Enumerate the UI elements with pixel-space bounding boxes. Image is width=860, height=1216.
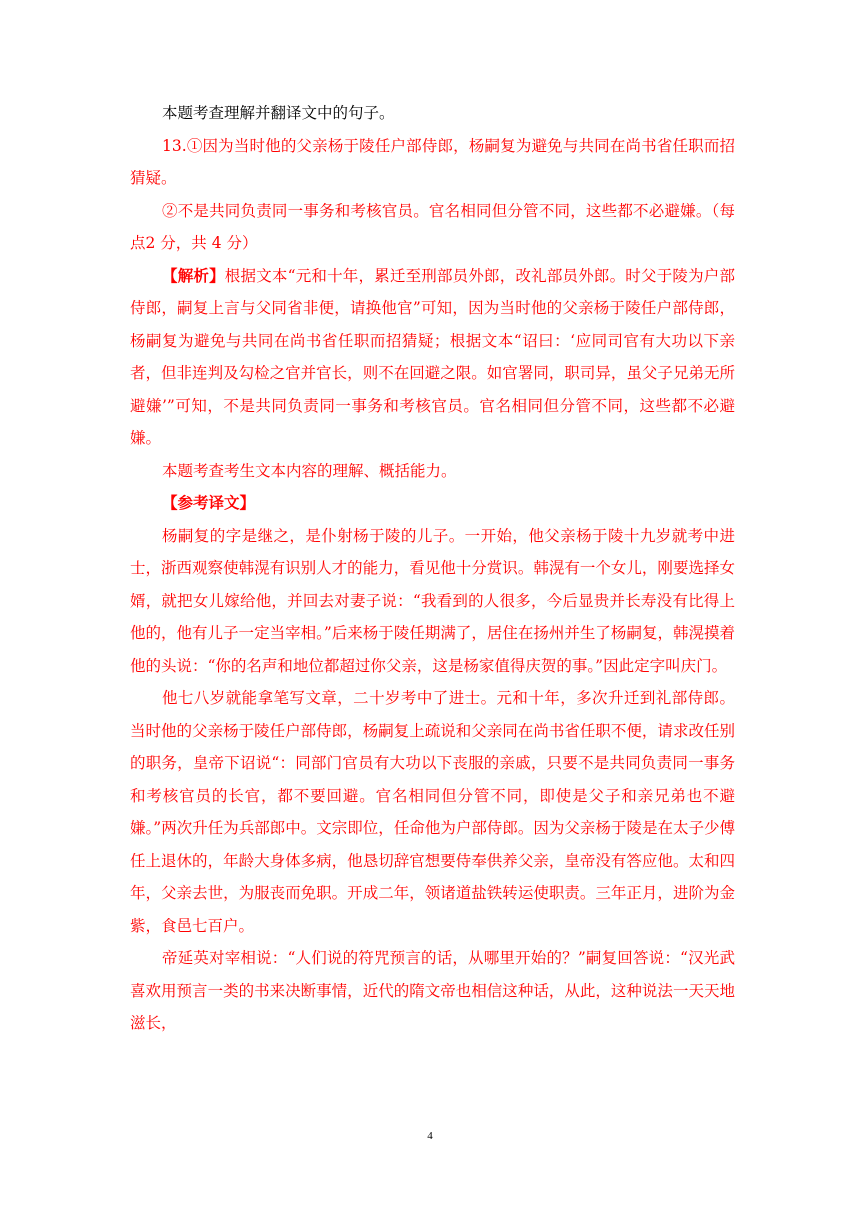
page-number: 4 (427, 1130, 433, 1142)
document-body (130, 97, 735, 1040)
answer-13-part-2: ②不是共同负责同一事务和考核官员。官名相同但分管不同，这些都不必避嫌。（每点2 分，共 4 分） (130, 201, 735, 252)
translation-paragraph-1: 杨嗣复的字是继之，是仆射杨于陵的儿子。一开始，他父亲杨于陵十九岁就考中进士，浙西观察使韩滉有识别人才的能力，看见他十分赏识。韩滉有一个女儿，刚要选择女婿，就把女儿嫁给他，并回去对妻子说：“我看到的人很多，今后显贵并长寿没有比得上他的，他有儿子一定当宰相。”后来杨于陵任期满了，居住在扬州并生了杨嗣复，韩滉摸着他的头说：“你的名声和地位都超过你父亲，这是杨家值得庆贺的事。”因此定字叫庆门。 (130, 526, 735, 675)
paragraph-intro: 本题考查理解并翻译文中的句子。 (162, 104, 395, 122)
ability-note: 本题考查考生文本内容的理解、概括能力。 (162, 461, 457, 480)
analysis-text: 根据文本“元和十年，累迁至刑部员外郎，改礼部员外郎。时父于陵为户部侍郎，嗣复上言与父同省非便，请换他官”可知，因为当时他的父亲杨于陵任户部侍郎，杨嗣复为避免与共同在尚书省任职而招猜疑；根据文本“诏曰：‘应同司官有大功以下亲者，但非连判及勾检之官并官长，则不在回避之限。如官署同，职司异，虽父子兄弟无所避嫌’”可知，不是共同负责同一事务和考核官员。官名相同但分管不同，这些都不必避嫌。 (130, 266, 735, 447)
translation-paragraph-2: 他七八岁就能拿笔写文章，二十岁考中了进士。元和十年，多次升迁到礼部侍郎。当时他的父亲杨于陵任户部侍郎，杨嗣复上疏说和父亲同在尚书省任职不便，请求改任别的职务，皇帝下诏说“：同部门官员有大功以下丧服的亲戚，只要不是共同负责同一事务和考核官员的长官，都不要回避。官名相同但分管不同，即使是父子和亲兄弟也不避嫌。”两次升任为兵部郎中。文宗即位，任命他为户部侍郎。因为父亲杨于陵是在太子少傅任上退休的，年龄大身体多病，他恳切辞官想要侍奉供养父亲，皇帝没有答应他。太和四年，父亲去世，为服丧而免职。开成二年，领诸道盐铁转运使职责。三年正月，进阶为金紫，食邑七百户。 (130, 689, 735, 935)
analysis-label: 【解析】 (162, 265, 225, 285)
analysis-paragraph (130, 260, 735, 455)
translation-paragraph-3: 帝延英对宰相说：“人们说的符咒预言的话，从哪里开始的？”嗣复回答说：“汉光武喜欢用预言一类的书来决断事情，近代的隋文帝也相信这种话，从此，这种说法一天天地滋长， (130, 949, 735, 1032)
answer-13-part-1: 13.①因为当时他的父亲杨于陵任户部侍郎，杨嗣复为避免与共同在尚书省任职而招猜疑。 (130, 136, 735, 187)
translation-heading: 【参考译文】 (162, 493, 256, 512)
